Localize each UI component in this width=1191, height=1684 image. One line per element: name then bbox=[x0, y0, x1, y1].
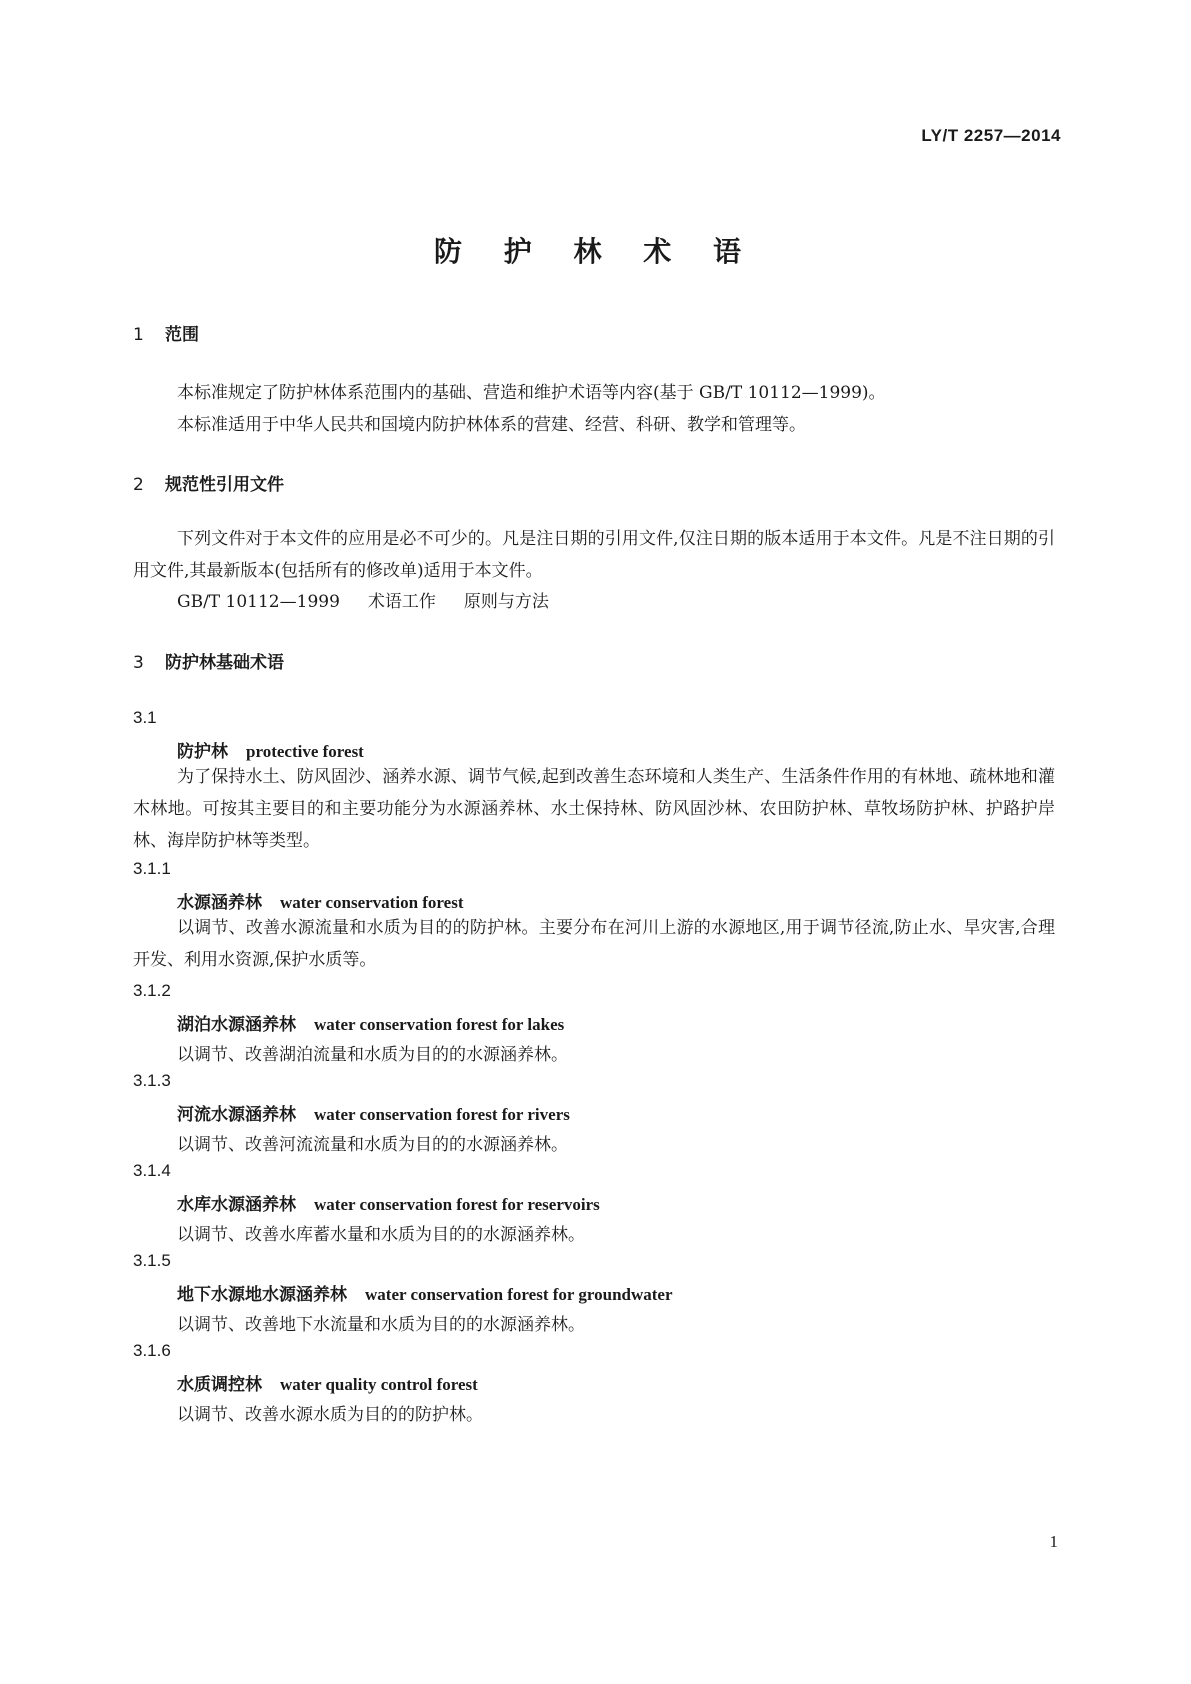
section-number: 3 bbox=[133, 653, 144, 673]
reference-code: GB/T 10112—1999 bbox=[177, 592, 340, 612]
reference-title-part1: 术语工作 bbox=[367, 592, 436, 612]
term-chinese: 湖泊水源涵养林 bbox=[177, 1015, 296, 1035]
section-heading-basic-terms bbox=[133, 648, 284, 673]
term-heading bbox=[177, 1370, 478, 1395]
standard-code: LY/T 2257—2014 bbox=[921, 126, 1061, 145]
scope-paragraph-1: 本标准规定了防护林体系范围内的基础、营造和维护术语等内容(基于 GB/T 10112—1999)。 bbox=[177, 383, 886, 403]
term-definition: 为了保持水土、防风固沙、涵养水源、调节气候,起到改善生态环境和人类生产、生活条件作用的有林地、疏林地和灌木林地。可按其主要目的和主要功能分为水源涵养林、水土保持林、防风固沙林、农田防护林、草牧场防护林、护路护岸林、海岸防护林等类型。 bbox=[133, 767, 1055, 851]
term-definition: 以调节、改善水库蓄水量和水质为目的的水源涵养林。 bbox=[177, 1225, 585, 1245]
term-heading bbox=[177, 1190, 600, 1215]
term-definition: 以调节、改善地下水流量和水质为目的的水源涵养林。 bbox=[177, 1315, 585, 1335]
term-heading bbox=[177, 737, 364, 762]
term-definition: 以调节、改善水源流量和水质为目的的防护林。主要分布在河川上游的水源地区,用于调节径流,防止水、旱灾害,合理开发、利用水资源,保护水质等。 bbox=[133, 918, 1055, 970]
term-heading bbox=[177, 1280, 673, 1305]
section-heading-scope bbox=[133, 320, 199, 345]
term-number: 3.1.6 bbox=[133, 1341, 171, 1360]
term-definition: 以调节、改善河流流量和水质为目的的水源涵养林。 bbox=[177, 1135, 568, 1155]
term-number: 3.1.2 bbox=[133, 981, 171, 1000]
term-english: water conservation forest for rivers bbox=[314, 1105, 570, 1124]
term-chinese: 水库水源涵养林 bbox=[177, 1195, 296, 1215]
term-chinese: 防护林 bbox=[177, 742, 228, 762]
term-chinese: 水源涵养林 bbox=[177, 893, 262, 913]
section-title: 范围 bbox=[165, 325, 199, 345]
term-heading bbox=[177, 1010, 564, 1035]
term-heading bbox=[177, 888, 464, 913]
term-definition: 以调节、改善水源水质为目的的防护林。 bbox=[177, 1405, 483, 1425]
term-english: water conservation forest for reservoirs bbox=[314, 1195, 600, 1214]
term-english: protective forest bbox=[246, 742, 364, 761]
term-definition: 以调节、改善湖泊流量和水质为目的的水源涵养林。 bbox=[177, 1045, 568, 1065]
section-heading-normative-references bbox=[133, 470, 284, 495]
term-chinese: 地下水源地水源涵养林 bbox=[177, 1285, 347, 1305]
term-number: 3.1.4 bbox=[133, 1161, 171, 1180]
references-paragraph: 下列文件对于本文件的应用是必不可少的。凡是注日期的引用文件,仅注日期的版本适用于本文件。凡是不注日期的引用文件,其最新版本(包括所有的修改单)适用于本文件。 bbox=[133, 529, 1055, 581]
scope-paragraph-2: 本标准适用于中华人民共和国境内防护林体系的营建、经营、科研、教学和管理等。 bbox=[177, 415, 806, 435]
section-title: 防护林基础术语 bbox=[165, 653, 284, 673]
term-number: 3.1 bbox=[133, 708, 157, 727]
term-chinese: 河流水源涵养林 bbox=[177, 1105, 296, 1125]
term-number: 3.1.1 bbox=[133, 859, 171, 878]
term-number: 3.1.3 bbox=[133, 1071, 171, 1090]
term-chinese: 水质调控林 bbox=[177, 1375, 262, 1395]
page-number: 1 bbox=[1049, 1532, 1058, 1551]
term-heading bbox=[177, 1100, 570, 1125]
term-english: water conservation forest bbox=[280, 893, 464, 912]
section-title: 规范性引用文件 bbox=[165, 475, 284, 495]
term-number: 3.1.5 bbox=[133, 1251, 171, 1270]
reference-title-part2: 原则与方法 bbox=[463, 592, 549, 612]
document-title: 防 护 林 术 语 bbox=[434, 235, 757, 268]
term-english: water conservation forest for lakes bbox=[314, 1015, 565, 1034]
section-number: 1 bbox=[133, 325, 144, 345]
term-english: water conservation forest for groundwater bbox=[365, 1285, 673, 1304]
section-number: 2 bbox=[133, 475, 144, 495]
reference-entry bbox=[177, 587, 549, 612]
term-english: water quality control forest bbox=[280, 1375, 478, 1394]
